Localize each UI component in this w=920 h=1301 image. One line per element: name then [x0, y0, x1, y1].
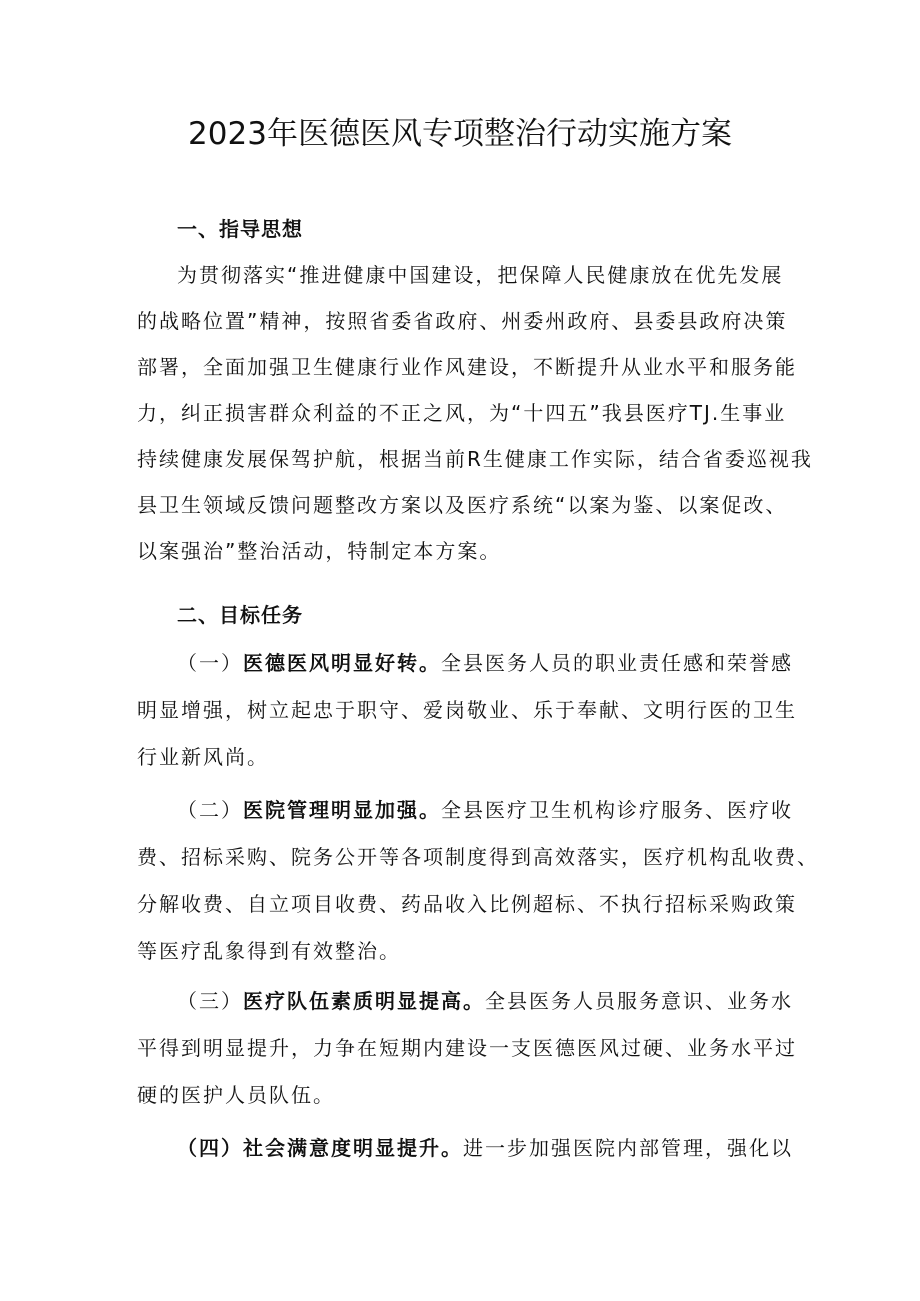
paragraph-line: 行业新风尚。	[137, 745, 269, 769]
paragraph-line: 费、招标采购、院务公开等各项制度得到高效落实，医疗机构乱收费、	[137, 845, 819, 869]
paragraph-line: 县卫生领域反馈问题整改方案以及医疗系统“以案为鉴、以案促改、	[137, 493, 788, 517]
document-title: 2023年医德医风专项整治行动实施方案	[188, 116, 732, 152]
section-heading-objectives: 二、目标任务	[177, 603, 303, 627]
item-label: （四）	[177, 1136, 243, 1160]
item-text: 进一步加强医院内部管理，强化以	[463, 1136, 793, 1160]
paragraph-line: 力，纠正损害群众利益的不正之风，为“十四五”我县医疗TJ.生事业	[137, 401, 787, 425]
item-label: （二）	[177, 798, 243, 822]
item-bold-lead: 社会满意度明显提升。	[243, 1136, 463, 1160]
paragraph-line: 平得到明显提升，力争在短期内建设一支医德医风过硬、业务水平过	[137, 1036, 797, 1060]
item-4-first-line	[177, 1133, 793, 1163]
paragraph-line: 分解收费、自立项目收费、药品收入比例超标、不执行招标采购政策	[137, 892, 797, 916]
paragraph-line: 硬的医护人员队伍。	[137, 1083, 335, 1107]
item-text: 全县医务人员服务意识、业务水	[485, 989, 793, 1013]
item-bold-lead: 医院管理明显加强。	[243, 798, 441, 822]
item-1-first-line	[177, 648, 793, 678]
paragraph-line: 部署，全面加强卫生健康行业作风建设，不断提升从业水平和服务能	[137, 355, 797, 379]
item-3-first-line	[177, 986, 793, 1016]
item-bold-lead: 医德医风明显好转。	[243, 651, 441, 675]
item-label: （三）	[177, 989, 243, 1013]
paragraph-line: 等医疗乱象得到有效整治。	[137, 939, 401, 963]
paragraph-line: 持续健康发展保驾护航，根据当前R生健康工作实际，结合省委巡视我	[137, 447, 813, 471]
item-text: 全县医疗卫生机构诊疗服务、医疗收	[441, 798, 793, 822]
section-heading-guiding-ideology: 一、指导思想	[177, 217, 303, 241]
item-bold-lead: 医疗队伍素质明显提高。	[243, 989, 485, 1013]
paragraph-line: 为贯彻落实“推进健康中国建设，把保障人民健康放在优先发展	[177, 263, 784, 287]
item-2-first-line	[177, 795, 793, 825]
paragraph-line: 的战略位置”精神，按照省委省政府、州委州政府、县委县政府决策	[137, 309, 788, 333]
paragraph-line: 明显增强，树立起忠于职守、爱岗敬业、乐于奉献、文明行医的卫生	[137, 698, 797, 722]
item-label: （一）	[177, 651, 243, 675]
paragraph-line: 以案强治”整治活动，特制定本方案。	[137, 539, 502, 563]
item-text: 全县医务人员的职业责任感和荣誉感	[441, 651, 793, 675]
